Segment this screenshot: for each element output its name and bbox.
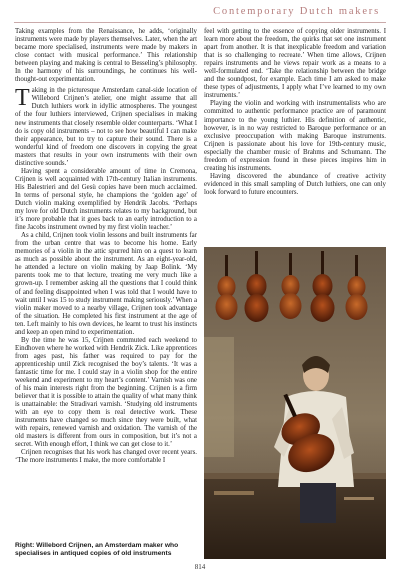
right-column [204, 28, 386, 197]
paragraph-with-dropcap [15, 87, 197, 167]
photo-caption: Right: Willebord Crijnen, an Amsterdam maker who specialises in antiqued copies of old instruments [15, 542, 179, 557]
paragraph: Taking examples from the Renaissance, he adds, ‘originally instruments were made by players themselves. Later, when the art became more specialised, instruments were made by makers in close contact with musical performance.’ This relationship between playing and making is central to Besseling’s philosophy. In the harmony of his surroundings, he continues his well-thought-out experimentation. [15, 28, 197, 84]
paragraph: Playing the violin and working with instrumentalists who are committed to authentic performance practice are of paramount importance to the young luthier. His definition of authentic, however, is in no way restricted to Baroque performance or an exclusive preoccupation with making Baroque instruments. Crijnen is passionate about his love for 19th-century music, especially the chamber music of Brahms and Schumann. The freedom of expression found in these pieces inspires him in creating his instruments. [204, 100, 386, 172]
running-header: Contemporary Dutch makers [213, 6, 380, 17]
paragraph: Having spent a considerable amount of time in Cremona, Crijnen is well acquainted with 17th-century Italian instruments. His Balestrieri and del Gesù copies have been much acclaimed. In terms of personal style, he champions the ‘golden age’ of Dutch violin making exemplified by Hendrik Jacobs. ‘Perhaps my love for old Dutch instruments relates to my background, but it’s more probable that it goes back to an early introduction to a fine Jacobs instrument owned by my first violin teacher.’ [15, 167, 197, 232]
paragraph: Crijnen recognises that his work has changed over recent years. ‘The more instruments I make, the more comfortable I [15, 449, 197, 465]
paragraph: As a child, Crijnen took violin lessons and built instruments far from the urban centre that was to become his home. Early memories of a violin in the attic spurred him on a quest to learn as much as possible about the instrument. As an eight-year-old, he attended a lecture on violin making by Jaap Bolink. ‘My parents took me to that lecture, treating me very much like a grown-up. I remember asking all the questions that I could think of and feeling disappointed when I was told that I would have to wait until I was 15 to study instrument making seriously.’ When a violin maker moved to a nearby village, Crijnen took advantage of the situation. He completed his first instrument at the age of ten. Left mainly to his own devices, he learnt to trust his instincts and keep an open mind to experimentation. [15, 232, 197, 336]
paragraph: By the time he was 15, Crijnen commuted each weekend to Eindhoven where he worked with Hendrik Zick. Like apprentices from ages past, his father was required to pay for the apprenticeship until Zick recognised the boy’s talents. ‘It was a fantastic time for me. I could stay in a violin shop for the entire weekend and experiment to my heart’s content.’ Varnish was one of his main interests right from the beginning. Crijnen is a firm believer that it is possible to attain the quality of what many think is unattainable: the Stradivari varnish. ‘Studying old instruments with an eye to copy them is real detective work. These instruments have changed so much since they were built, what with repairs, renewed varnish and oxidation. The varnish of the old masters is different from ours in composition, but it’s not a secret. With enough effort, I think we can get close to it.’ [15, 336, 197, 449]
page-number: 814 [194, 563, 206, 571]
paragraph-text: aking in the picturesque Amsterdam canal-side location of Willebord Crijnen’s atelier, one might assume that all Dutch luthiers work in idyllic atmospheres. The youngest of the four luthiers interviewed, Crijnen specialises in making new instruments that closely resemble older counterparts. ‘What I do is copy old instruments – not to see how beautiful I can make their appearance, but to try to capture their sound. There is a wonderful kind of freedom one discovers in copying the great masters that results in your own instruments with their own distinctive sounds.’ [15, 87, 197, 167]
paragraph: feel with getting to the essence of copying older instruments. I learn more about the freedom, the quirks that set one instrument apart from another. It is that inexplicable freedom and variation that is so challenging to recreate.’ When time allows, Crijnen repairs instruments and he views repair work as a means to a well-formulated end. ‘Take the relationship between the bridge and the soundpost, for example. Each time I am asked to make these types of adjustments, I apply what I’ve learned to my own instruments.’ [204, 28, 386, 100]
drop-cap: T [15, 85, 30, 112]
header-rule [14, 22, 386, 23]
workshop-photo [204, 247, 386, 559]
paragraph: Having discovered the abundance of creative activity evidenced in this small sampling of Dutch luthiers, one can only look forward to future encounters. [204, 172, 386, 196]
left-column [15, 28, 197, 466]
